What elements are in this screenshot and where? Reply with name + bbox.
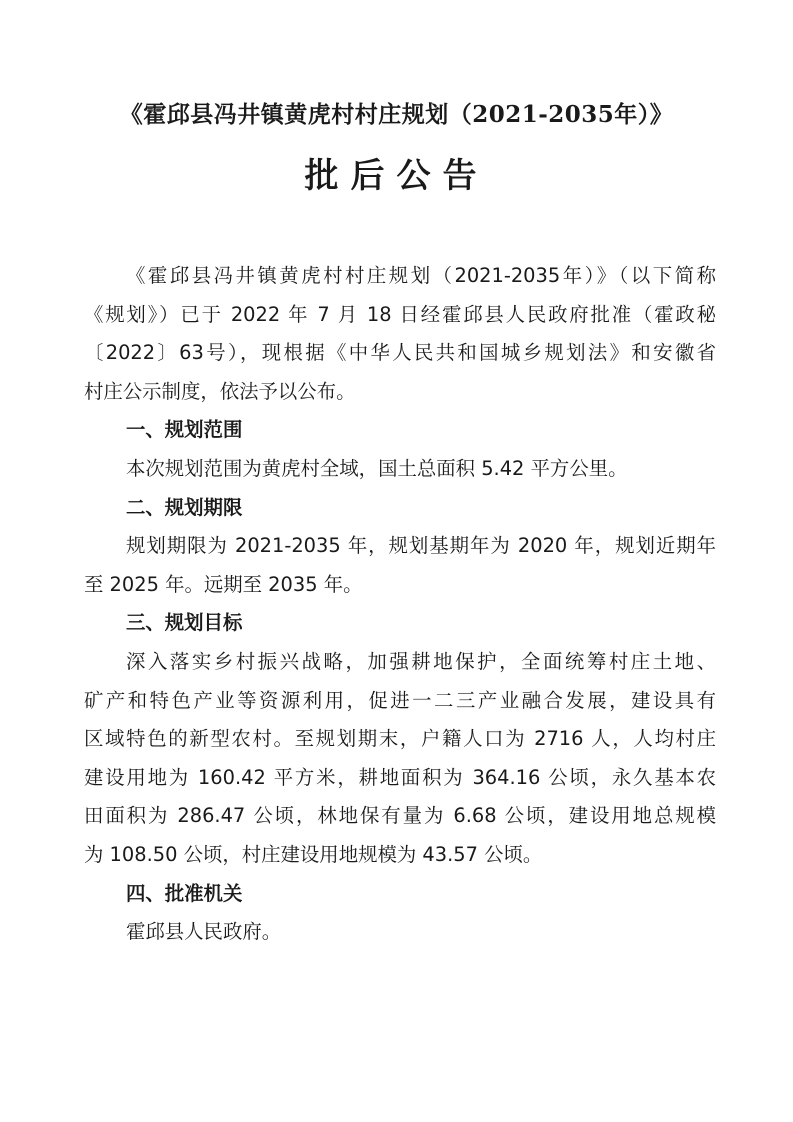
section-line: 为 108.50 公顷，村庄建设用地规模为 43.57 公顷。 [84, 842, 543, 866]
section-line: 田面积为 286.47 公顷，林地保有量为 6.68 公顷，建设用地总规模 [84, 804, 716, 828]
section-heading: 一、规划范围 [126, 418, 243, 442]
intro-line: 〔2022〕63号），现根据《中华人民共和国城乡规划法》和安徽省 [84, 341, 716, 365]
section-heading: 二、规划期限 [126, 495, 243, 519]
intro-line: 《霍邱县冯井镇黄虎村村庄规划（2021-2035年）》（以下简称 [126, 264, 716, 287]
section-heading: 四、批准机关 [126, 881, 243, 905]
section-line: 霍邱县人民政府。 [126, 920, 282, 944]
document-subtitle: 批后公告 [304, 156, 489, 196]
section-line: 矿产和特色产业等资源利用，促进一二三产业融合发展，建设具有 [84, 688, 716, 712]
section-line: 规划期限为 2021-2035 年，规划基期年为 2020 年，规划近期年 [126, 534, 716, 558]
document-body [84, 257, 716, 952]
section-line: 区域特色的新型农村。至规划期末，户籍人口为 2716 人，人均村庄 [84, 727, 716, 751]
section-line: 本次规划范围为黄虎村全域，国土总面积 5.42 平方公里。 [126, 456, 628, 480]
intro-line: 村庄公示制度，依法予以公布。 [84, 379, 356, 403]
section-heading: 三、规划目标 [126, 611, 243, 635]
section-line: 建设用地为 160.42 平方米，耕地面积为 364.16 公顷，永久基本农 [84, 765, 716, 789]
section-line: 深入落实乡村振兴战略，加强耕地保护，全面统筹村庄土地、 [126, 649, 716, 673]
document-title: 《霍邱县冯井镇黄虎村村庄规划（2021-2035年）》 [119, 101, 674, 128]
intro-line: 《规划》）已于 2022 年 7 月 18 日经霍邱县人民政府批准（霍政秘 [84, 302, 716, 326]
section-line: 至 2025 年。远期至 2035 年。 [84, 572, 363, 596]
